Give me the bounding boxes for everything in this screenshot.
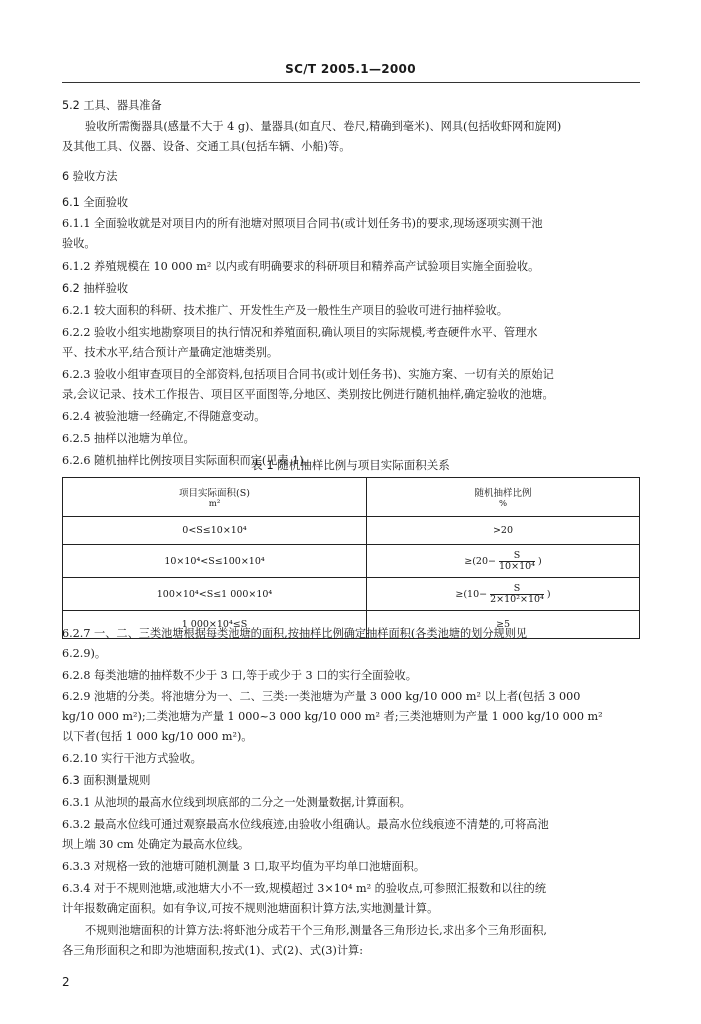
table-header-row bbox=[63, 478, 640, 517]
section-6-2-heading: 6.2 抽样验收 bbox=[62, 282, 129, 295]
paragraph-line: 6.3.3 对规格一致的池塘可随机测量 3 口,取平均值为平均单口池塘面积。 bbox=[62, 860, 426, 873]
table-cell-area: 100×10⁴<S≤1 000×10⁴ bbox=[63, 578, 367, 611]
ratio-prefix: ≥(20− bbox=[464, 555, 496, 567]
paragraph-line: 平、技术水平,结合预计产量确定池塘类别。 bbox=[62, 346, 279, 359]
paragraph-line: 6.1.1 全面验收就是对项目内的所有池塘对照项目合同书(或计划任务书)的要求,现场逐项实测干池 bbox=[62, 217, 543, 230]
paragraph-line: 6.2.9)。 bbox=[62, 647, 107, 660]
paragraph-line: 6.2.7 一、二、三类池塘根据每类池塘的面积,按抽样比例确定抽样面积(各类池塘的划分规则见 bbox=[62, 627, 528, 640]
ratio-fraction bbox=[499, 551, 535, 572]
fraction-denominator: 2×10²×10⁴ bbox=[490, 593, 544, 605]
table-cell-area: 0<S≤10×10⁴ bbox=[63, 517, 367, 545]
paragraph-line: 录,会议记录、技术工作报告、项目区平面图等,分地区、类别按比例进行随机抽样,确定验收的池塘。 bbox=[62, 388, 554, 401]
ratio-suffix: ) bbox=[546, 588, 551, 600]
table-row bbox=[63, 578, 640, 611]
paragraph-line: 6.2.2 验收小组实地勘察项目的执行情况和养殖面积,确认项目的实际规模,考查硬件水平、管理水 bbox=[62, 326, 538, 339]
table-header-cell bbox=[367, 478, 640, 517]
paragraph-line: 6.3.1 从池坝的最高水位线到坝底部的二分之一处测量数据,计算面积。 bbox=[62, 796, 411, 809]
section-6-1-heading: 6.1 全面验收 bbox=[62, 196, 129, 209]
table-header-cell bbox=[63, 478, 367, 517]
paragraph-line: 6.2.5 抽样以池塘为单位。 bbox=[62, 432, 195, 445]
paragraph-line: 6.2.6 随机抽样比例按项目实际面积而定(见表 1)。 bbox=[62, 454, 315, 467]
paragraph-line: 6.2.4 被验池塘一经确定,不得随意变动。 bbox=[62, 410, 266, 423]
table-cell-ratio: ≥5 bbox=[367, 611, 640, 639]
sampling-ratio-table bbox=[62, 477, 640, 639]
paragraph-line: 验收所需衡器具(感量不大于 4 g)、量器具(如直尺、卷尺,精确到毫米)、网具(包括收虾网和旋网) bbox=[85, 120, 562, 133]
header-ratio-unit: % bbox=[498, 499, 508, 509]
paragraph-line: 6.2.9 池塘的分类。将池塘分为一、二、三类:一类池塘为产量 3 000 kg/10 000 m² 以上者(包括 3 000 bbox=[62, 690, 581, 703]
paragraph-line: 6.2.1 较大面积的科研、技术推广、开发性生产及一般性生产项目的验收可进行抽样验收。 bbox=[62, 304, 508, 317]
paragraph-line: 6.1.2 养殖规模在 10 000 m² 以内或有明确要求的科研项目和精养高产试验项目实施全面验收。 bbox=[62, 260, 540, 273]
table-row bbox=[63, 545, 640, 578]
fraction-numerator: S bbox=[499, 551, 535, 562]
paragraph-line: 以下者(包括 1 000 kg/10 000 m²)。 bbox=[62, 730, 253, 743]
paragraph-line: 6.2.8 每类池塘的抽样数不少于 3 口,等于或少于 3 口的实行全面验收。 bbox=[62, 669, 417, 682]
table-cell-area: 1 000×10⁴≤S bbox=[63, 611, 367, 639]
table-row bbox=[63, 517, 640, 545]
header-area-unit: m² bbox=[208, 499, 221, 509]
table-cell-ratio: >20 bbox=[367, 517, 640, 545]
page-number: 2 bbox=[62, 975, 70, 989]
ratio-prefix: ≥(10− bbox=[455, 588, 488, 600]
table-cell-ratio bbox=[367, 545, 640, 578]
paragraph-line: 6.2.3 验收小组审查项目的全部资料,包括项目合同书(或计划任务书)、实施方案、一切有关的原始记 bbox=[62, 368, 554, 381]
paragraph-line: kg/10 000 m²);二类池塘为产量 1 000~3 000 kg/10 000 m² 者;三类池塘则为产量 1 000 kg/10 000 m² bbox=[62, 710, 603, 723]
table-cell-ratio bbox=[367, 578, 640, 611]
paragraph-line: 6.3.4 对于不规则池塘,或池塘大小不一致,规模超过 3×10⁴ m² 的验收点,可参照汇报数和以往的统 bbox=[62, 882, 547, 895]
paragraph-line: 6.3.2 最高水位线可通过观察最高水位线痕迹,由验收小组确认。最高水位线痕迹不清楚的,可将高池 bbox=[62, 818, 549, 831]
fraction-numerator: S bbox=[490, 584, 544, 595]
header-code: SC/T 2005.1—2000 bbox=[285, 62, 416, 76]
paragraph-line: 不规则池塘面积的计算方法:将虾池分成若干个三角形,测量各三角形边长,求出多个三角形面积, bbox=[85, 924, 547, 937]
header-rule bbox=[62, 82, 640, 83]
section-6-heading: 6 验收方法 bbox=[62, 170, 118, 183]
paragraph-line: 计年报数确定面积。如有争议,可按不规则池塘面积计算方法,实地测量计算。 bbox=[62, 902, 439, 915]
paragraph-line: 各三角形面积之和即为池塘面积,按式(1)、式(2)、式(3)计算: bbox=[62, 944, 363, 957]
paragraph-line: 6.2.10 实行干池方式验收。 bbox=[62, 752, 202, 765]
section-5-2-heading: 5.2 工具、器具准备 bbox=[62, 99, 162, 112]
section-6-3-heading: 6.3 面积测量规则 bbox=[62, 774, 151, 787]
paragraph-line: 坝上端 30 cm 处确定为最高水位线。 bbox=[62, 838, 250, 851]
header-ratio-label: 随机抽样比例 bbox=[474, 488, 532, 499]
paragraph-line: 及其他工具、仪器、设备、交通工具(包括车辆、小船)等。 bbox=[62, 140, 351, 153]
paragraph-line: 验收。 bbox=[62, 237, 96, 250]
header-area-label: 项目实际面积(S) bbox=[179, 488, 250, 499]
table-cell-area: 10×10⁴<S≤100×10⁴ bbox=[63, 545, 367, 578]
ratio-fraction bbox=[490, 584, 544, 605]
table-caption: 表 1 随机抽样比例与项目实际面积关系 bbox=[251, 458, 450, 472]
ratio-suffix: ) bbox=[538, 555, 542, 567]
fraction-denominator: 10×10⁴ bbox=[499, 560, 535, 572]
